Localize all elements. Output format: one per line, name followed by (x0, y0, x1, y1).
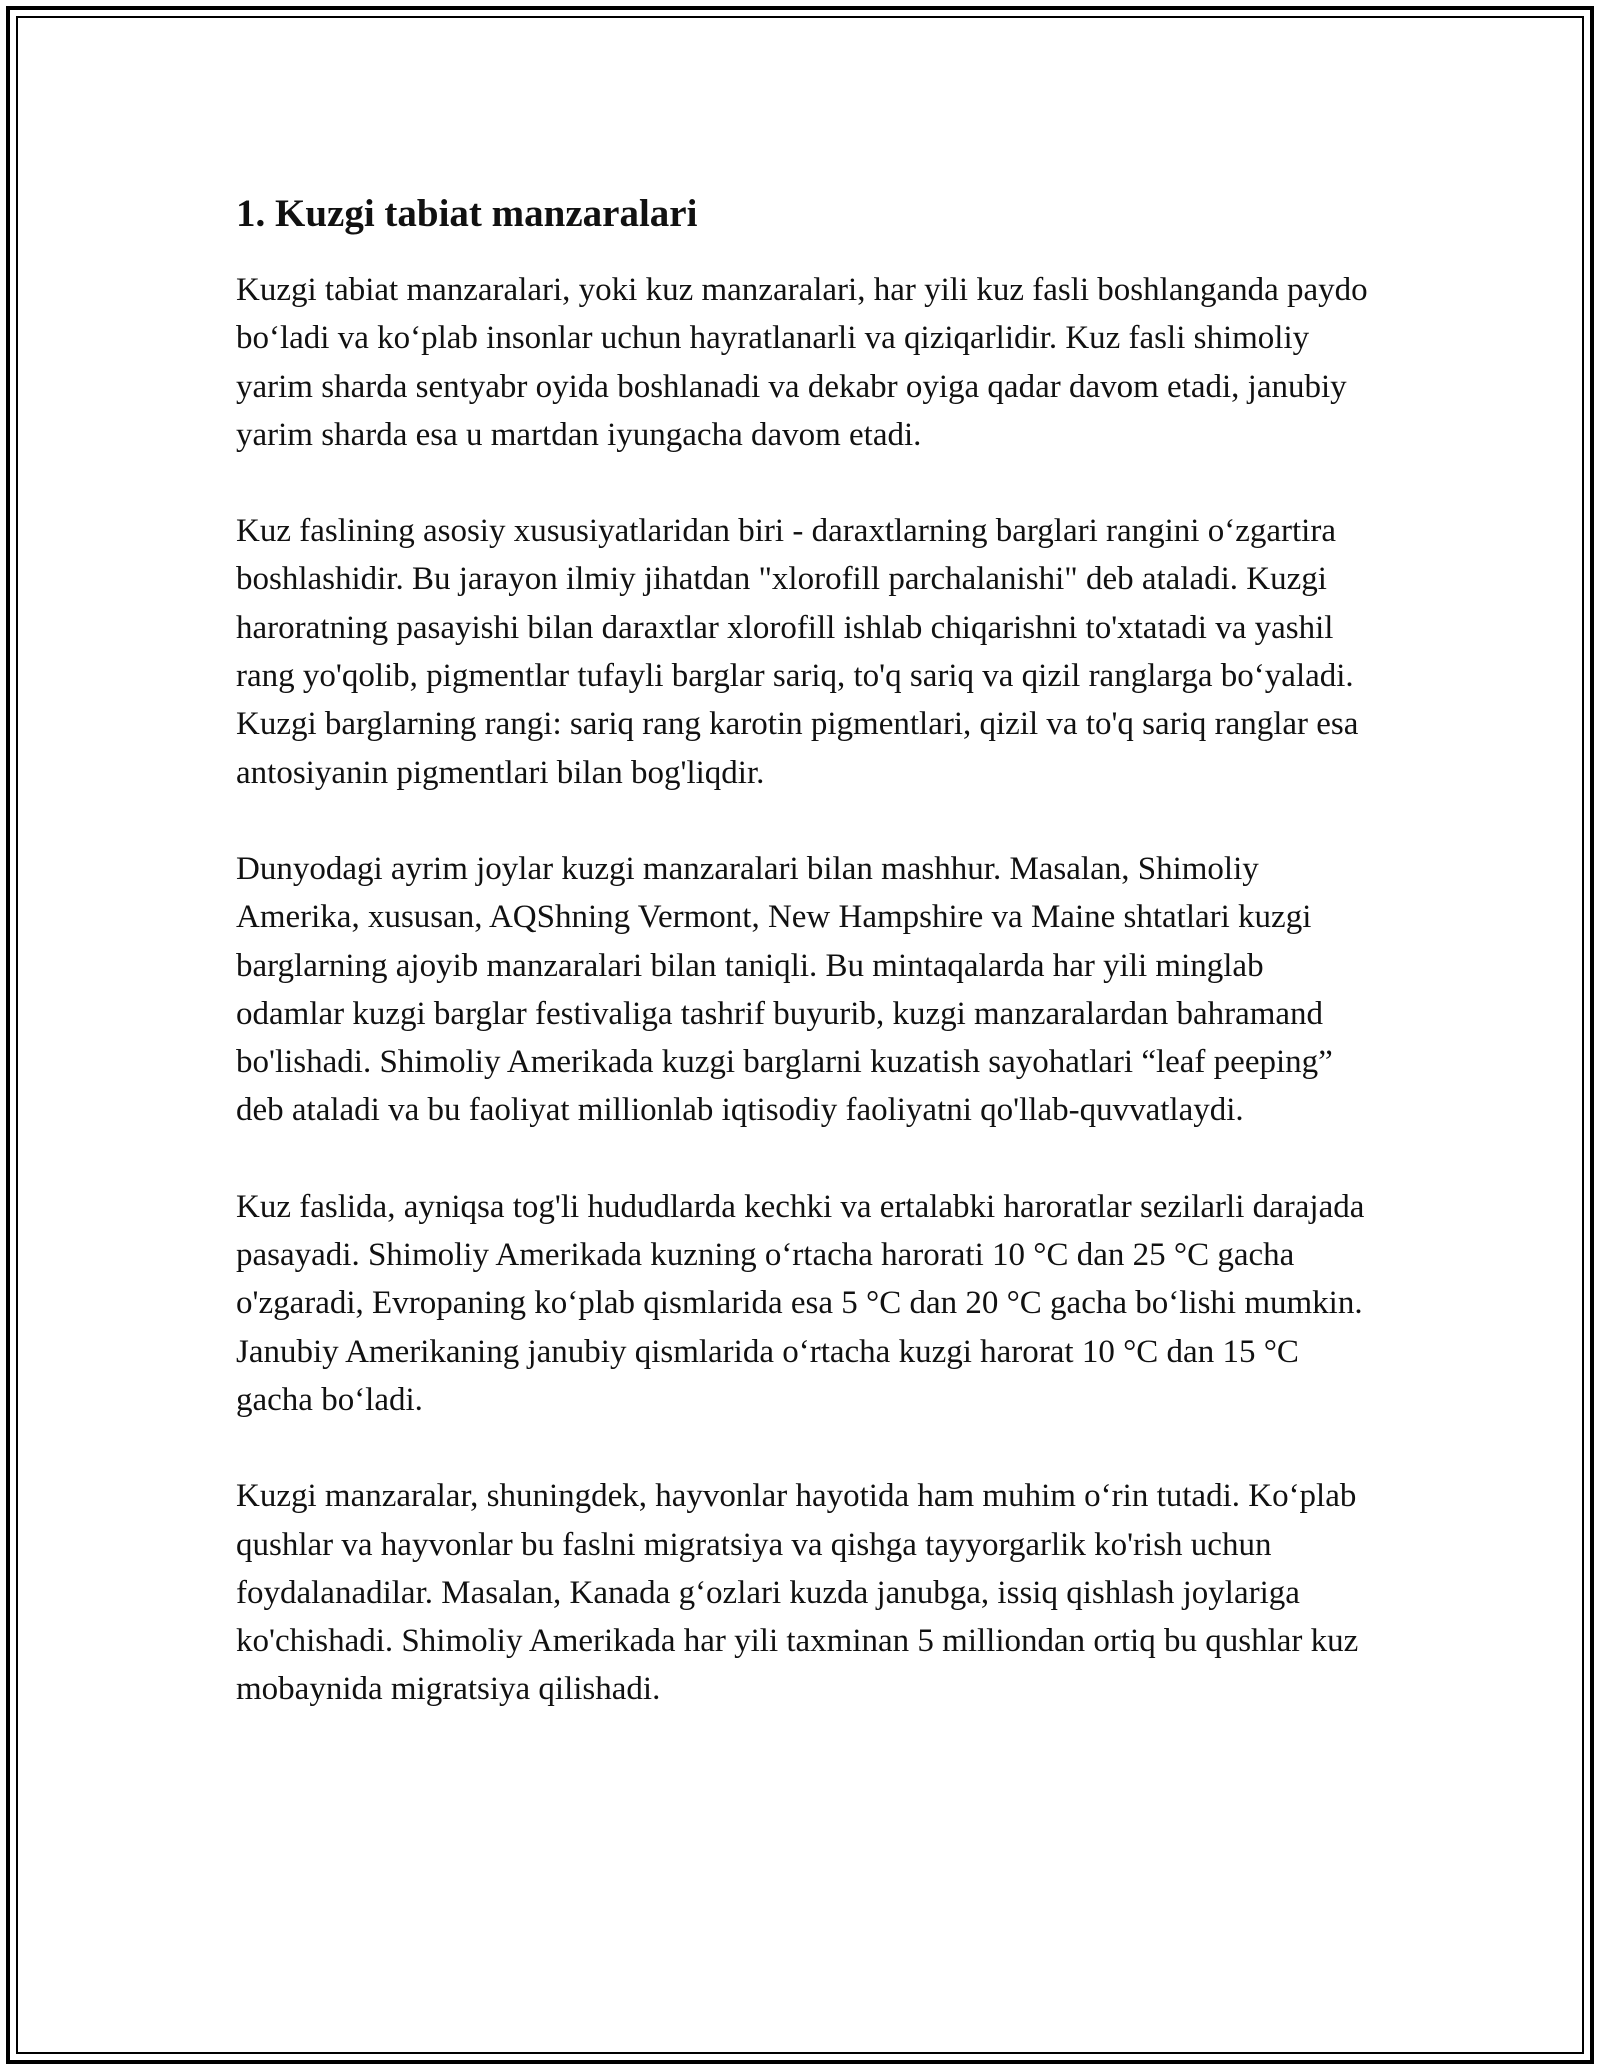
document-body (236, 186, 1376, 1762)
paragraph-5: Kuzgi manzaralar, shuningdek, hayvonlar hayotida ham muhim o‘rin tutadi. Ko‘plab qushlar va hayvonlar bu faslni migratsiya va qishga tayyorgarlik ko'rish uchun foydalanadilar. Masalan, Kanada g‘ozlari kuzda janubga, issiq qishlash joylariga ko'chishadi. Shimoliy Amerikada har yili taxminan 5 milliondan ortiq bu qushlar kuz mobaynida migratsiya qilishadi. (236, 1478, 1359, 1708)
paragraph-3: Dunyodagi ayrim joylar kuzgi manzaralari bilan mashhur. Masalan, Shimoliy Amerika, xususan, AQShning Vermont, New Hampshire va Maine shtatlari kuzgi barglarning ajoyib manzaralari bilan taniqli. Bu mintaqalarda har yili minglab odamlar kuzgi barglar festivaliga tashrif buyurib, kuzgi manzaralardan bahramand bo'lishadi. Shimoliy Amerikada kuzgi barglarni kuzatish sayohatlari “leaf peeping” deb ataladi va bu faoliyat millionlab iqtisodiy faoliyatni qo'llab-quvvatlaydi. (236, 850, 1333, 1129)
paragraph-1: Kuzgi tabiat manzaralari, yoki kuz manzaralari, har yili kuz fasli boshlanganda paydo bo‘ladi va ko‘plab insonlar uchun hayratlanarli va qiziqarlidir. Kuz fasli shimoliy yarim sharda sentyabr oyida boshlanadi va dekabr oyiga qadar davom etadi, janubiy yarim sharda esa u martdan iyungacha davom etadi. (236, 272, 1368, 453)
section-heading: 1. Kuzgi tabiat manzaralari (236, 192, 698, 235)
paragraph-2: Kuz faslining asosiy xususiyatlaridan biri - daraxtlarning barglari rangini o‘zgartira boshlashidir. Bu jarayon ilmiy jihatdan "xlorofill parchalanishi" deb ataladi. Kuzgi haroratning pasayishi bilan daraxtlar xlorofill ishlab chiqarishni to'xtatadi va yashil rang yo'qolib, pigmentlar tufayli barglar sariq, to'q sariq va qizil ranglarga bo‘yaladi. Kuzgi barglarning rangi: sariq rang karotin pigmentlari, qizil va to'q sariq ranglar esa antosiyanin pigmentlari bilan bog'liqdir. (236, 513, 1359, 791)
paragraph-4: Kuz faslida, ayniqsa tog'li hududlarda kechki va ertalabki haroratlar sezilarli darajada pasayadi. Shimoliy Amerikada kuzning o‘rtacha harorati 10 °C dan 25 °C gacha o'zgaradi, Evropaning ko‘plab qismlarida esa 5 °C dan 20 °C gacha bo‘lishi mumkin. Janubiy Amerikaning janubiy qismlarida o‘rtacha kuzgi harorat 10 °C dan 15 °C gacha bo‘ladi. (236, 1188, 1365, 1418)
